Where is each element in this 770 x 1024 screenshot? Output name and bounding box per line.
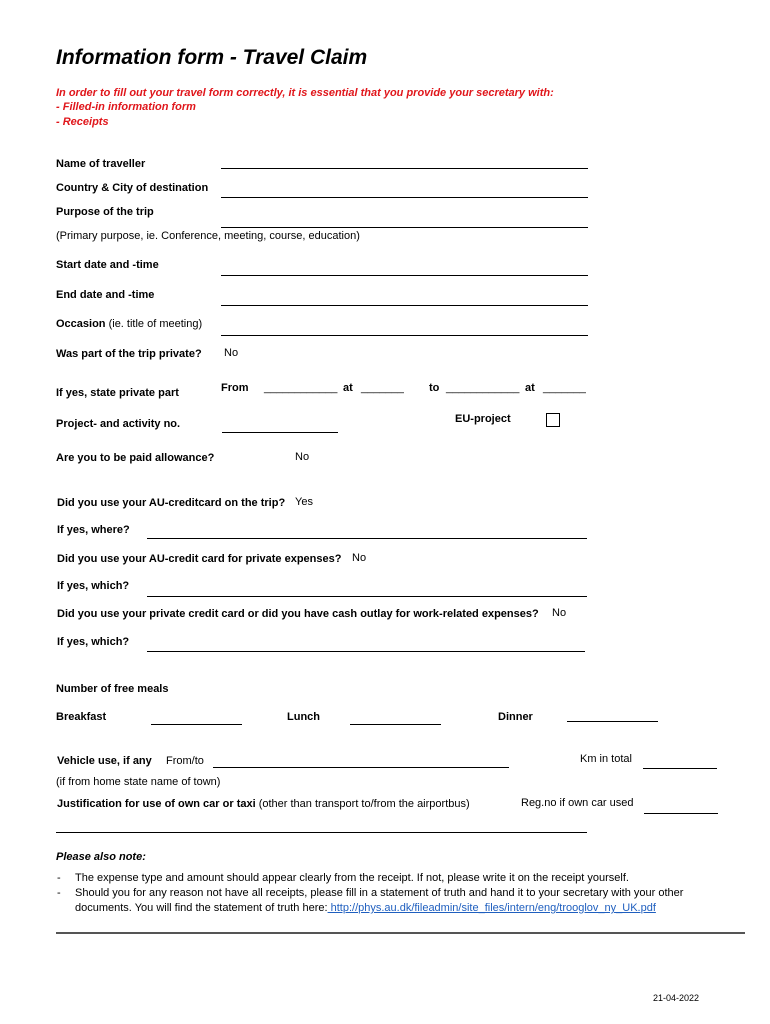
eu-project-checkbox[interactable] [546, 413, 560, 427]
eu-project-label: EU-project [455, 413, 511, 425]
allowance-label: Are you to be paid allowance? [56, 452, 215, 464]
if-where-field[interactable] [147, 538, 587, 539]
private-part-label: If yes, state private part [56, 387, 179, 399]
occasion-hint: (ie. title of meeting) [105, 318, 203, 330]
end-date-label: End date and -time [56, 289, 155, 301]
au-card-value[interactable]: Yes [295, 496, 313, 508]
breakfast-field[interactable] [151, 724, 242, 725]
if-which-label-1: If yes, which? [57, 580, 130, 592]
dinner-label: Dinner [498, 711, 533, 723]
justification-hint: (other than transport to/from the airportbus) [255, 798, 470, 810]
note-item-2-cont [75, 901, 656, 916]
at-label-1: at [343, 382, 353, 394]
allowance-value[interactable]: No [295, 451, 310, 463]
to-time-field[interactable]: _______ [543, 382, 586, 394]
intro-text: In order to fill out your travel form correctly, it is essential that you provide your secretary with: [56, 87, 554, 99]
country-city-label: Country & City of destination [56, 182, 209, 194]
statement-of-truth-link[interactable]: http://phys.au.dk/fileadmin/site_files/intern/eng/trooglov_ny_UK.pdf [327, 902, 656, 914]
to-date-field[interactable]: ____________ [446, 382, 520, 394]
note-item-2-text: documents. You will find the statement of truth here: [75, 902, 328, 914]
note-item-2: Should you for any reason not have all receipts, please fill in a statement of truth and hand it to your secretary with your other [75, 887, 684, 899]
from-to-label: From/to [166, 755, 204, 767]
occasion-field[interactable] [221, 335, 588, 336]
private-trip-label: Was part of the trip private? [56, 348, 202, 360]
from-to-field[interactable] [213, 767, 509, 768]
note-dash-2: - [57, 887, 61, 899]
start-date-field[interactable] [221, 275, 588, 276]
from-label: From [221, 382, 249, 394]
lunch-label: Lunch [287, 711, 320, 723]
name-traveller-field[interactable] [221, 168, 588, 169]
justification-label [57, 798, 470, 810]
au-card-label: Did you use your AU-creditcard on the trip? [57, 497, 286, 509]
from-time-field[interactable]: _______ [361, 382, 404, 394]
if-which-field-1[interactable] [147, 596, 587, 597]
note-item-1: The expense type and amount should appear clearly from the receipt. If not, please write it on the receipt yourself. [75, 872, 629, 884]
km-total-field[interactable] [643, 768, 717, 769]
lunch-field[interactable] [350, 724, 441, 725]
if-which-label-2: If yes, which? [57, 636, 130, 648]
breakfast-label: Breakfast [56, 711, 107, 723]
private-trip-value[interactable]: No [224, 347, 239, 359]
project-field[interactable] [222, 432, 338, 433]
reg-no-field[interactable] [644, 813, 718, 814]
to-label: to [429, 382, 440, 394]
page-title: Information form - Travel Claim [56, 46, 368, 69]
bottom-divider [56, 932, 745, 934]
justification-field[interactable] [56, 832, 587, 833]
justification-label-bold: Justification for use of own car or taxi [57, 798, 256, 810]
reg-no-label: Reg.no if own car used [521, 797, 634, 809]
occasion-label-bold: Occasion [56, 318, 106, 330]
free-meals-label: Number of free meals [56, 683, 169, 695]
if-which-field-2[interactable] [147, 651, 585, 652]
name-traveller-label: Name of traveller [56, 158, 146, 170]
occasion-label [56, 318, 202, 330]
if-where-label: If yes, where? [57, 524, 130, 536]
km-total-label: Km in total [580, 753, 632, 765]
note-dash-1: - [57, 872, 61, 884]
au-private-label: Did you use your AU-credit card for private expenses? [57, 553, 342, 565]
start-date-label: Start date and -time [56, 259, 159, 271]
country-city-field[interactable] [221, 197, 588, 198]
project-label: Project- and activity no. [56, 418, 181, 430]
home-town-hint: (if from home state name of town) [56, 776, 221, 788]
private-card-label: Did you use your private credit card or did you have cash outlay for work-related expenses? [57, 608, 539, 620]
purpose-field[interactable] [221, 227, 588, 228]
purpose-hint: (Primary purpose, ie. Conference, meeting, course, education) [56, 230, 360, 242]
at-label-2: at [525, 382, 535, 394]
intro-bullet-form: - Filled-in information form [56, 101, 196, 113]
intro-bullet-receipts: - Receipts [56, 116, 109, 128]
vehicle-label: Vehicle use, if any [57, 755, 152, 767]
au-private-value[interactable]: No [352, 552, 367, 564]
private-card-value[interactable]: No [552, 607, 567, 619]
notes-title: Please also note: [56, 851, 146, 863]
dinner-field[interactable] [567, 721, 658, 722]
from-date-field[interactable]: ____________ [264, 382, 338, 394]
purpose-label: Purpose of the trip [56, 206, 154, 218]
end-date-field[interactable] [221, 305, 588, 306]
footer-date: 21-04-2022 [653, 993, 700, 1003]
